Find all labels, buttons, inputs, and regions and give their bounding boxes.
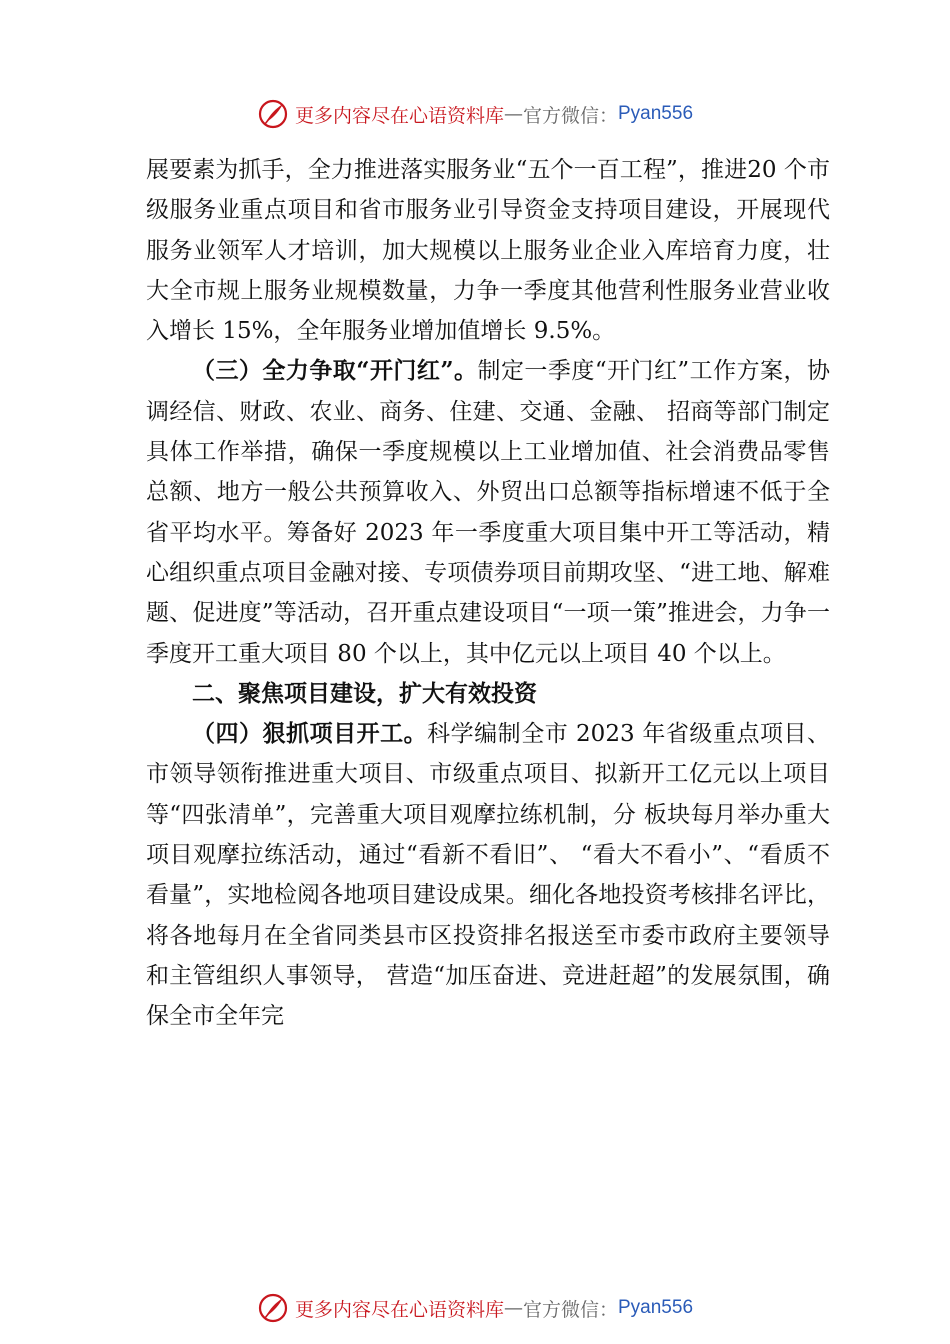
section-4-body: 科学编制全市 2023 年省级重点项目、市领导领衔推进重大项目、市级重点项目、拟新开工亿元以上项目等“四张清单”，完善重大项目观摩拉练机制，分 板块每月举办重大项目观摩拉练活动，通过“看新不看旧”、 “看大不看小”、“看质不看量”，实地检阅各地项目建设成果。细化各地投资考核排名评比，将各地每月在全省同类县市区投资排名报送至市委市政府主要领导和主管组织人事领导， 营造“加压奋进、竞进赶超”的发展氛围，确保全市全年完 <box>146 721 831 1030</box>
section-3-paragraph <box>146 351 830 673</box>
section-3-body: 制定一季度“开门红”工作方案，协调经信、财政、农业、商务、住建、交通、金融、 招商等部门制定具体工作举措，确保一季度规模以上工业增加值、社会消费品零售总额、地方一般公共预算收入、外贸出口总额等指标增速不低于全省平均水平。筹备好 2023 年一季度重大项目集中开工等活动，精心组织重点项目金融对接、专项债券项目前期攻坚、“进工地、解难题、促进度”等活动，召开重点建设项目“一项一策”推进会，力争一季度开工重大项目 80 个以上，其中亿元以上项目 40 个以上。 <box>146 358 830 667</box>
wechat-id: Pyan556 <box>618 103 694 124</box>
wechat-id: Pyan556 <box>618 1297 694 1318</box>
header-watermark-banner <box>0 96 950 132</box>
footer-watermark-banner <box>0 1290 950 1326</box>
section-heading-2: 二、聚焦项目建设，扩大有效投资 <box>192 680 537 707</box>
quill-logo-icon <box>257 1292 289 1324</box>
brand-text: 更多内容尽在心语资料库 <box>294 1298 504 1321</box>
document-body <box>146 150 830 1037</box>
brand-text: 更多内容尽在心语资料库 <box>294 104 504 127</box>
section-4-title: （四）狠抓项目开工。 <box>192 720 428 748</box>
paragraph-continued: 展要素为抓手，全力推进落实服务业“五个一百工程”，推进20 个市级服务业重点项目和省市服务业引导资金支持项目建设，开展现代服务业领军人才培训，加大规模以上服务业企业入库培育力度，壮大全市规上服务业规模数量，力争一季度其他营利性服务业营业收入增长 15%，全年服务业增加值增长 9.5%。 <box>146 157 830 345</box>
brand-dash: — <box>503 103 523 125</box>
section-4-paragraph <box>146 714 830 1036</box>
quill-logo-icon <box>257 98 289 130</box>
section-3-title: （三）全力争取“开门红”。 <box>192 357 478 385</box>
wechat-label: 官方微信： <box>522 104 618 127</box>
wechat-label: 官方微信： <box>522 1298 618 1321</box>
brand-dash: — <box>503 1297 523 1319</box>
